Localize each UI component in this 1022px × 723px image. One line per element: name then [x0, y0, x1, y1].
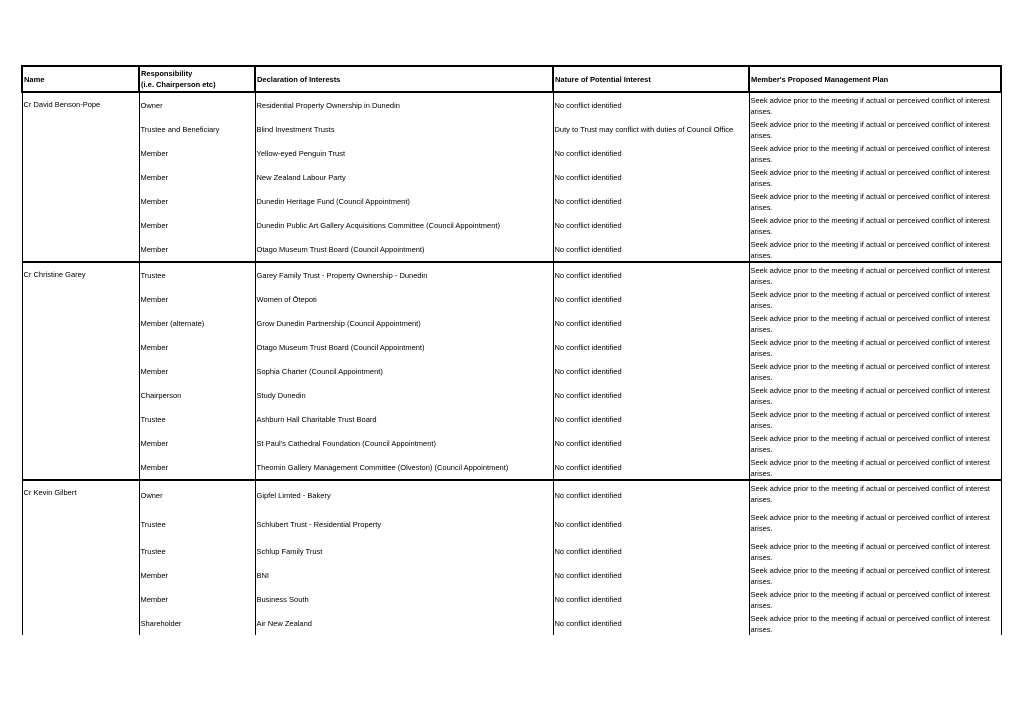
- management-plan-cell: Seek advice prior to the meeting if actual or perceived conflict of interest arises.: [749, 287, 1001, 311]
- responsibility-cell: Member: [139, 141, 255, 165]
- declaration-cell: Garey Family Trust - Property Ownership - Dunedin: [255, 262, 553, 287]
- nature-cell: No conflict identified: [553, 455, 749, 480]
- table-row: [22, 563, 1001, 587]
- table-row: [22, 189, 1001, 213]
- responsibility-cell: Member: [139, 563, 255, 587]
- management-plan-cell: Seek advice prior to the meeting if actual or perceived conflict of interest arises.: [749, 431, 1001, 455]
- declaration-cell: Schlup Family Trust: [255, 539, 553, 563]
- nature-cell: No conflict identified: [553, 262, 749, 287]
- responsibility-cell: Member: [139, 359, 255, 383]
- nature-cell: No conflict identified: [553, 431, 749, 455]
- table-row: [22, 237, 1001, 262]
- header-row: [22, 66, 1001, 92]
- table-row: [22, 335, 1001, 359]
- table-row: [22, 587, 1001, 611]
- table-row: [22, 287, 1001, 311]
- nature-cell: No conflict identified: [553, 92, 749, 117]
- management-plan-cell: Seek advice prior to the meeting if actual or perceived conflict of interest arises.: [749, 189, 1001, 213]
- responsibility-cell: Member: [139, 587, 255, 611]
- management-plan-cell: Seek advice prior to the meeting if actual or perceived conflict of interest arises.: [749, 117, 1001, 141]
- table-row: [22, 117, 1001, 141]
- management-plan-cell: Seek advice prior to the meeting if actual or perceived conflict of interest arises.: [749, 455, 1001, 480]
- management-plan-cell: Seek advice prior to the meeting if actual or perceived conflict of interest arises.: [749, 92, 1001, 117]
- table-row: [22, 510, 1001, 539]
- management-plan-cell: Seek advice prior to the meeting if actual or perceived conflict of interest arises.: [749, 587, 1001, 611]
- declaration-cell: Otago Museum Trust Board (Council Appointment): [255, 237, 553, 262]
- declaration-cell: Residential Property Ownership in Dunedin: [255, 92, 553, 117]
- declaration-cell: BNI: [255, 563, 553, 587]
- table-row: [22, 141, 1001, 165]
- nature-cell: No conflict identified: [553, 407, 749, 431]
- declaration-cell: Dunedin Public Art Gallery Acquisitions Committee (Council Appointment): [255, 213, 553, 237]
- responsibility-cell: Member: [139, 189, 255, 213]
- responsibility-cell: Member: [139, 213, 255, 237]
- header-responsibility-line1: Responsibility: [141, 69, 193, 78]
- nature-cell: No conflict identified: [553, 539, 749, 563]
- table-row: [22, 383, 1001, 407]
- declaration-cell: Theomin Gallery Management Committee (Olveston) (Council Appointment): [255, 455, 553, 480]
- table-row: [22, 165, 1001, 189]
- declaration-cell: Yellow-eyed Penguin Trust: [255, 141, 553, 165]
- management-plan-cell: Seek advice prior to the meeting if actual or perceived conflict of interest arises.: [749, 141, 1001, 165]
- responsibility-cell: Chairperson: [139, 383, 255, 407]
- register-body: [22, 92, 1001, 635]
- declaration-cell: Dunedin Heritage Fund (Council Appointment): [255, 189, 553, 213]
- management-plan-cell: Seek advice prior to the meeting if actual or perceived conflict of interest arises.: [749, 359, 1001, 383]
- management-plan-cell: Seek advice prior to the meeting if actual or perceived conflict of interest arises.: [749, 165, 1001, 189]
- declaration-cell: New Zealand Labour Party: [255, 165, 553, 189]
- management-plan-cell: Seek advice prior to the meeting if actual or perceived conflict of interest arises.: [749, 510, 1001, 539]
- nature-cell: Duty to Trust may conflict with duties of Council Office: [553, 117, 749, 141]
- nature-cell: No conflict identified: [553, 480, 749, 510]
- table-row: [22, 262, 1001, 287]
- table-row: [22, 480, 1001, 510]
- member-name: Cr Christine Garey: [22, 262, 139, 480]
- declaration-cell: Ashburn Hall Charitable Trust Board: [255, 407, 553, 431]
- declaration-cell: Schlubert Trust - Residential Property: [255, 510, 553, 539]
- table-row: [22, 92, 1001, 117]
- header-responsibility-line2: (i.e. Chairperson etc): [141, 80, 216, 89]
- header-nature: Nature of Potential Interest: [553, 66, 749, 92]
- management-plan-cell: Seek advice prior to the meeting if actual or perceived conflict of interest arises.: [749, 611, 1001, 635]
- nature-cell: No conflict identified: [553, 237, 749, 262]
- nature-cell: No conflict identified: [553, 213, 749, 237]
- header-plan: Member's Proposed Management Plan: [749, 66, 1001, 92]
- interests-register-table: [21, 65, 1002, 635]
- responsibility-cell: Member (alternate): [139, 311, 255, 335]
- responsibility-cell: Member: [139, 431, 255, 455]
- table-row: [22, 359, 1001, 383]
- declaration-cell: St Paul's Cathedral Foundation (Council Appointment): [255, 431, 553, 455]
- declaration-cell: Air New Zealand: [255, 611, 553, 635]
- member-name: Cr Kevin Gilbert: [22, 480, 139, 635]
- responsibility-cell: Trustee and Beneficiary: [139, 117, 255, 141]
- declaration-cell: Otago Museum Trust Board (Council Appointment): [255, 335, 553, 359]
- nature-cell: No conflict identified: [553, 287, 749, 311]
- responsibility-cell: Member: [139, 455, 255, 480]
- table-row: [22, 455, 1001, 480]
- nature-cell: No conflict identified: [553, 165, 749, 189]
- responsibility-cell: Owner: [139, 92, 255, 117]
- responsibility-cell: Trustee: [139, 262, 255, 287]
- management-plan-cell: Seek advice prior to the meeting if actual or perceived conflict of interest arises.: [749, 383, 1001, 407]
- responsibility-cell: Shareholder: [139, 611, 255, 635]
- declaration-cell: Sophia Charter (Council Appointment): [255, 359, 553, 383]
- responsibility-cell: Trustee: [139, 539, 255, 563]
- declaration-cell: Study Dunedin: [255, 383, 553, 407]
- management-plan-cell: Seek advice prior to the meeting if actual or perceived conflict of interest arises.: [749, 311, 1001, 335]
- table-row: [22, 311, 1001, 335]
- management-plan-cell: Seek advice prior to the meeting if actual or perceived conflict of interest arises.: [749, 480, 1001, 510]
- nature-cell: No conflict identified: [553, 189, 749, 213]
- header-name: Name: [22, 66, 139, 92]
- table-row: [22, 213, 1001, 237]
- management-plan-cell: Seek advice prior to the meeting if actual or perceived conflict of interest arises.: [749, 407, 1001, 431]
- management-plan-cell: Seek advice prior to the meeting if actual or perceived conflict of interest arises.: [749, 213, 1001, 237]
- responsibility-cell: Trustee: [139, 510, 255, 539]
- responsibility-cell: Trustee: [139, 407, 255, 431]
- interests-register-sheet: [21, 65, 1000, 635]
- header-responsibility: [139, 66, 255, 92]
- responsibility-cell: Member: [139, 335, 255, 359]
- nature-cell: No conflict identified: [553, 359, 749, 383]
- management-plan-cell: Seek advice prior to the meeting if actual or perceived conflict of interest arises.: [749, 262, 1001, 287]
- member-name: Cr David Benson-Pope: [22, 92, 139, 262]
- nature-cell: No conflict identified: [553, 587, 749, 611]
- management-plan-cell: Seek advice prior to the meeting if actual or perceived conflict of interest arises.: [749, 237, 1001, 262]
- nature-cell: No conflict identified: [553, 311, 749, 335]
- responsibility-cell: Owner: [139, 480, 255, 510]
- table-row: [22, 611, 1001, 635]
- responsibility-cell: Member: [139, 165, 255, 189]
- nature-cell: No conflict identified: [553, 335, 749, 359]
- management-plan-cell: Seek advice prior to the meeting if actual or perceived conflict of interest arises.: [749, 563, 1001, 587]
- table-row: [22, 431, 1001, 455]
- declaration-cell: Gipfel Limted - Bakery: [255, 480, 553, 510]
- management-plan-cell: Seek advice prior to the meeting if actual or perceived conflict of interest arises.: [749, 335, 1001, 359]
- management-plan-cell: Seek advice prior to the meeting if actual or perceived conflict of interest arises.: [749, 539, 1001, 563]
- nature-cell: No conflict identified: [553, 510, 749, 539]
- responsibility-cell: Member: [139, 237, 255, 262]
- nature-cell: No conflict identified: [553, 383, 749, 407]
- responsibility-cell: Member: [139, 287, 255, 311]
- declaration-cell: Blind Investment Trusts: [255, 117, 553, 141]
- table-row: [22, 407, 1001, 431]
- nature-cell: No conflict identified: [553, 611, 749, 635]
- nature-cell: No conflict identified: [553, 563, 749, 587]
- declaration-cell: Grow Dunedin Partnership (Council Appointment): [255, 311, 553, 335]
- table-row: [22, 539, 1001, 563]
- declaration-cell: Business South: [255, 587, 553, 611]
- header-declaration: Declaration of Interests: [255, 66, 553, 92]
- declaration-cell: Women of Ōtepoti: [255, 287, 553, 311]
- nature-cell: No conflict identified: [553, 141, 749, 165]
